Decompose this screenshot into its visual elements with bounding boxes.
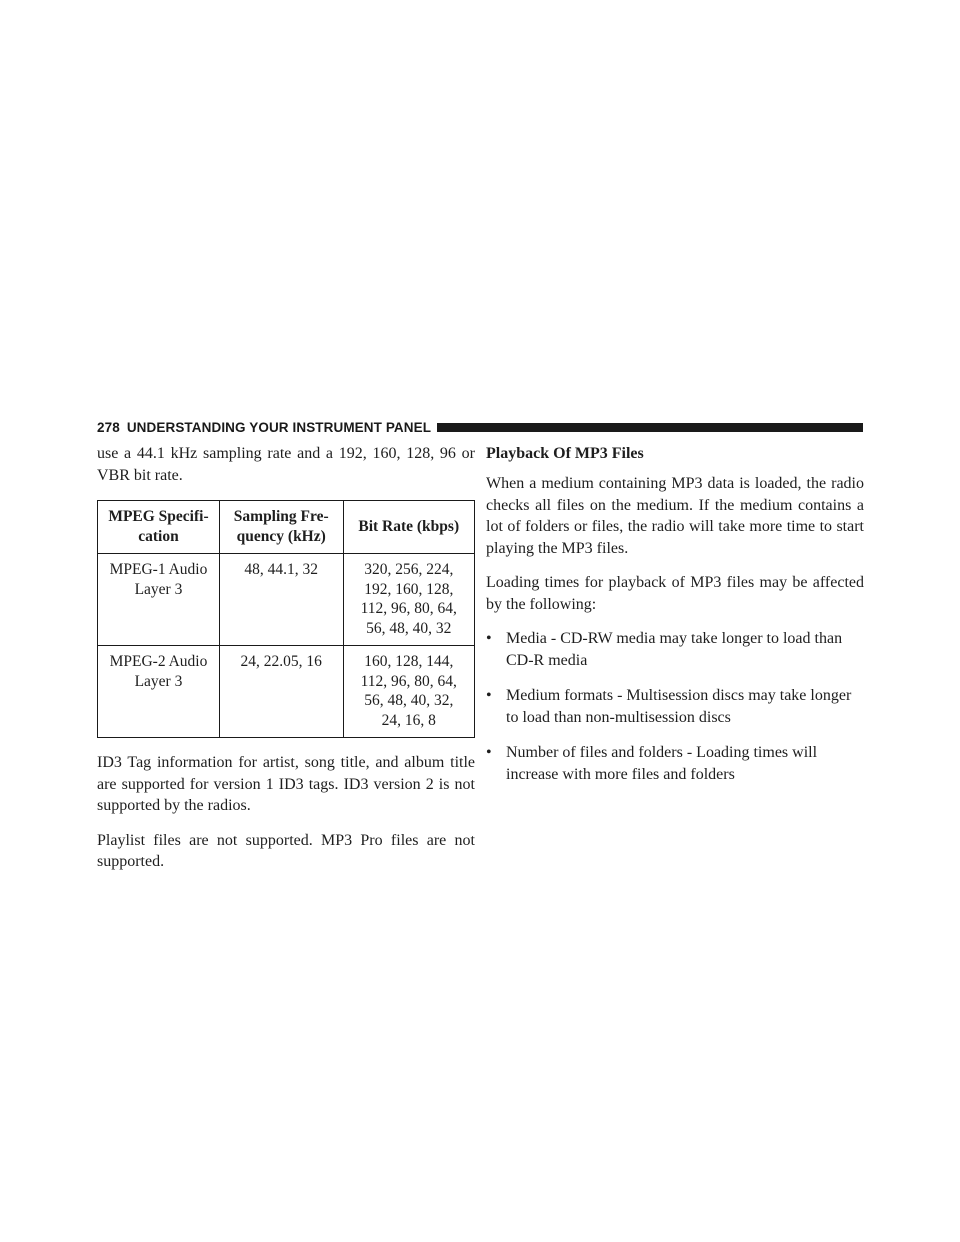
page-header (97, 419, 863, 435)
list-item-text: Medium formats - Multisession discs may take longer to load than non-multisession discs (506, 687, 852, 726)
list-item (486, 685, 864, 728)
table-cell: 320, 256, 224, 192, 160, 128, 112, 96, 80, 64, 56, 48, 40, 32 (343, 554, 475, 646)
table-cell: 160, 128, 144, 112, 96, 80, 64, 56, 48, 40, 32, 24, 16, 8 (343, 646, 475, 738)
table-cell: MPEG-2 Audio Layer 3 (98, 646, 220, 738)
list-item-text: Number of files and folders - Loading times will increase with more files and folders (506, 744, 818, 783)
page-number: 278 (97, 419, 120, 435)
right-column (486, 443, 864, 799)
loading-factors-list (486, 628, 864, 785)
id3-paragraph: ID3 Tag information for artist, song title, and album title are supported for version 1 ID3 tags. ID3 version 2 is not supported by the radios. (97, 754, 475, 814)
table-header-cell: Sampling Fre- quency (kHz) (219, 501, 343, 554)
table-cell: 48, 44.1, 32 (219, 554, 343, 646)
table-cell: MPEG-1 Audio Layer 3 (98, 554, 220, 646)
list-item (486, 742, 864, 785)
bullet-icon: • (486, 630, 492, 647)
left-column (97, 443, 475, 886)
table-header-row (98, 501, 475, 554)
bullet-icon: • (486, 744, 492, 761)
loading-paragraph: When a medium containing MP3 data is loaded, the radio checks all files on the medium. If the medium contains a lot of folders or files, the radio will take more time to start playing the MP3 files. (486, 475, 864, 557)
table-row (98, 554, 475, 646)
table-row (98, 646, 475, 738)
table-cell: 24, 22.05, 16 (219, 646, 343, 738)
mpeg-spec-table (97, 500, 475, 738)
bullet-icon: • (486, 687, 492, 704)
section-title: UNDERSTANDING YOUR INSTRUMENT PANEL (126, 419, 432, 435)
table-header-cell: Bit Rate (kbps) (343, 501, 475, 554)
section-heading: Playback Of MP3 Files (486, 445, 644, 462)
affected-paragraph: Loading times for playback of MP3 files may be affected by the following: (486, 574, 864, 613)
header-rule (437, 423, 863, 432)
playlist-paragraph: Playlist files are not supported. MP3 Pro files are not supported. (97, 831, 475, 870)
intro-paragraph: use a 44.1 kHz sampling rate and a 192, 160, 128, 96 or VBR bit rate. (97, 445, 475, 484)
list-item (486, 628, 864, 671)
list-item-text: Media - CD-RW media may take longer to load than CD-R media (506, 630, 843, 669)
table-header-cell: MPEG Specifi- cation (98, 501, 220, 554)
